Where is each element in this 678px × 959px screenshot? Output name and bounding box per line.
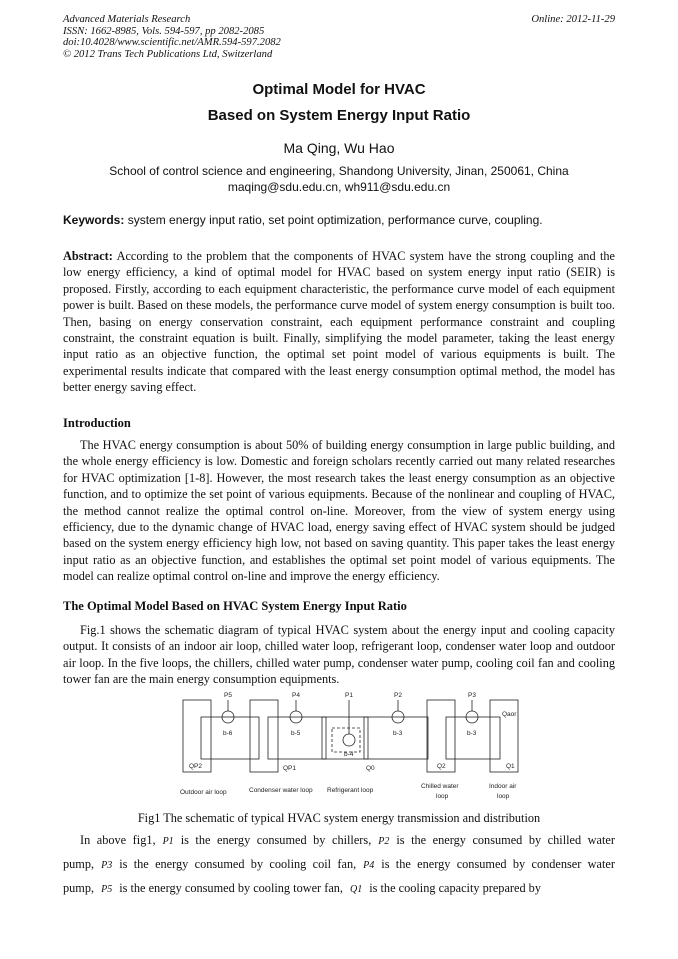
loop-label-refrigerant: Refrigerant loop: [327, 787, 374, 794]
issn: ISSN: 1662-8985, Vols. 594-597, pp 2082-2085: [63, 25, 265, 37]
label-p3: P3: [468, 692, 476, 699]
abstract: [63, 248, 615, 396]
label-b6: b-6: [223, 730, 233, 737]
refrigerant-evap-box: [364, 717, 428, 759]
label-b4: b-4: [344, 751, 354, 758]
emails: maqing@sdu.edu.cn, wh911@sdu.edu.cn: [227, 179, 451, 194]
keywords-text: system energy input ratio, set point optimization, performance curve, coupling.: [127, 213, 543, 227]
doi: doi:10.4028/www.scientific.net/AMR.594-597.2082: [63, 37, 281, 48]
journal-name: Advanced Materials Research: [63, 14, 191, 25]
copyright: © 2012 Trans Tech Publications Ltd, Switzerland: [63, 48, 273, 60]
symbol-p5: P5: [101, 884, 113, 895]
authors: Ma Qing, Wu Hao: [283, 140, 395, 156]
journal-header: [63, 14, 281, 60]
label-b3b: b-3: [467, 730, 477, 737]
label-qp2: QP2: [189, 763, 203, 770]
text-segment: is the energy consumed by chillers,: [180, 833, 372, 847]
text-segment: In above fig1,: [80, 833, 156, 847]
section2-heading: The Optimal Model Based on HVAC System Energy Input Ratio: [63, 599, 407, 613]
label-p1: P1: [345, 692, 353, 699]
compressor-icon: [343, 734, 355, 746]
label-p2: P2: [394, 692, 402, 699]
keywords-label: Keywords:: [63, 213, 125, 227]
text-segment: is the energy consumed by cooling coil fan,: [119, 857, 357, 871]
abstract-text: According to the problem that the components of HVAC system have the strong coupling and the low energy efficiency, a kind of optimal model for HVAC based on system energy input ratio (SEIR) is proposed. Firstly, according to each equipment characteristic, the performance curve model of each equipment power is built. Based on these models, the performance curve model of system energy consumption is built too. Then, basing on energy conservation constraint, each equipment performance constraint and coupling constraint, the constraint equation is built. Finally, simplifying the model parameter, taking the least energy input ratio as an objective function, the optimal set point model of various equipments is built. The experimental results indicate that compared with the least energy consumption optimal method, the model has better energy saving effect.: [63, 249, 615, 395]
symbol-p3: P3: [101, 860, 113, 871]
loop-label-chilled-2: loop: [436, 793, 449, 800]
text-segment: is the energy consumed by cooling tower fan,: [119, 881, 343, 895]
symbol-p2: P2: [378, 836, 390, 847]
label-q2: Q2: [437, 763, 446, 770]
symbol-definitions: [63, 829, 615, 901]
text-segment: is the energy consumed by chilled water pump,: [63, 833, 615, 871]
compressor-box: [332, 728, 360, 752]
label-qp1: QP1: [283, 765, 297, 772]
condenser-box: [250, 700, 278, 772]
symbol-q1: Q1: [350, 884, 363, 895]
outdoor-loop-box: [183, 700, 211, 772]
hvac-schematic-figure: [0, 688, 678, 803]
loop-label-condenser: Condenser water loop: [249, 787, 313, 794]
affiliation: School of control science and engineering, Shandong University, Jinan, 250061, China: [109, 164, 569, 178]
text-segment: is the energy consumed by condenser water pump,: [63, 857, 615, 895]
affiliation-block: [0, 164, 678, 195]
label-p5: P5: [224, 692, 232, 699]
label-q1: Q1: [506, 763, 515, 770]
label-p4: P4: [292, 692, 300, 699]
loop-label-chilled: Chilled water: [421, 783, 459, 790]
label-q0: Q0: [366, 765, 375, 772]
figure-caption: Fig1 The schematic of typical HVAC system energy transmission and distribution: [137, 811, 541, 825]
evaporator-box: [427, 700, 455, 772]
loop-label-indoor-2: loop: [497, 793, 510, 800]
online-date: Online: 2012-11-29: [531, 14, 615, 25]
intro-heading: Introduction: [63, 416, 131, 430]
symbol-p1: P1: [162, 836, 174, 847]
symbol-p4: P4: [363, 860, 375, 871]
keywords: [63, 213, 615, 227]
label-qaor: Qaor: [502, 711, 517, 718]
loop-label-indoor: Indoor air: [489, 783, 517, 790]
paper-title-line1: Optimal Model for HVAC: [252, 81, 426, 98]
paper-title-line2: Based on System Energy Input Ratio: [207, 107, 471, 124]
intro-text: The HVAC energy consumption is about 50% of building energy consumption in large public building, and the whole energy efficiency is low. Domestic and foreign scholars recently carried out many related researches for HVAC optimization [1-8]. However, the most research takes the least energy consumption as an objective function, and to optimize the set point of various equipments. Because of the nonlinear and coupling of HVAC, the method cannot realize the optimal control on-line. Moreover, from the view of system energy using efficiency, due to the dynamic change of HVAC load, energy saving effect of HVAC system should be judged based on the system energy efficiency high low, not based on saving quantity. This paper takes the least energy input ratio as an objective function, and establishes the optimal set point model of various equipments. The model can realize optimal control on-line and improve the energy efficiency.: [63, 438, 615, 584]
section2-text: Fig.1 shows the schematic diagram of typical HVAC system about the energy input and cooling capacity output. It consists of an indoor air loop, chilled water loop, refrigerant loop, condenser water loop and outdoor air loop. In the five loops, the chillers, chilled water pump, condenser water pump, cooling coil fan and cooling tower fan are the main energy consumption equipments.: [63, 623, 615, 687]
loop-label-outdoor: Outdoor air loop: [180, 789, 227, 796]
label-b3a: b-3: [393, 730, 403, 737]
label-b5: b-5: [291, 730, 301, 737]
text-segment: is the cooling capacity prepared by: [369, 881, 541, 895]
abstract-label: Abstract:: [63, 249, 113, 263]
